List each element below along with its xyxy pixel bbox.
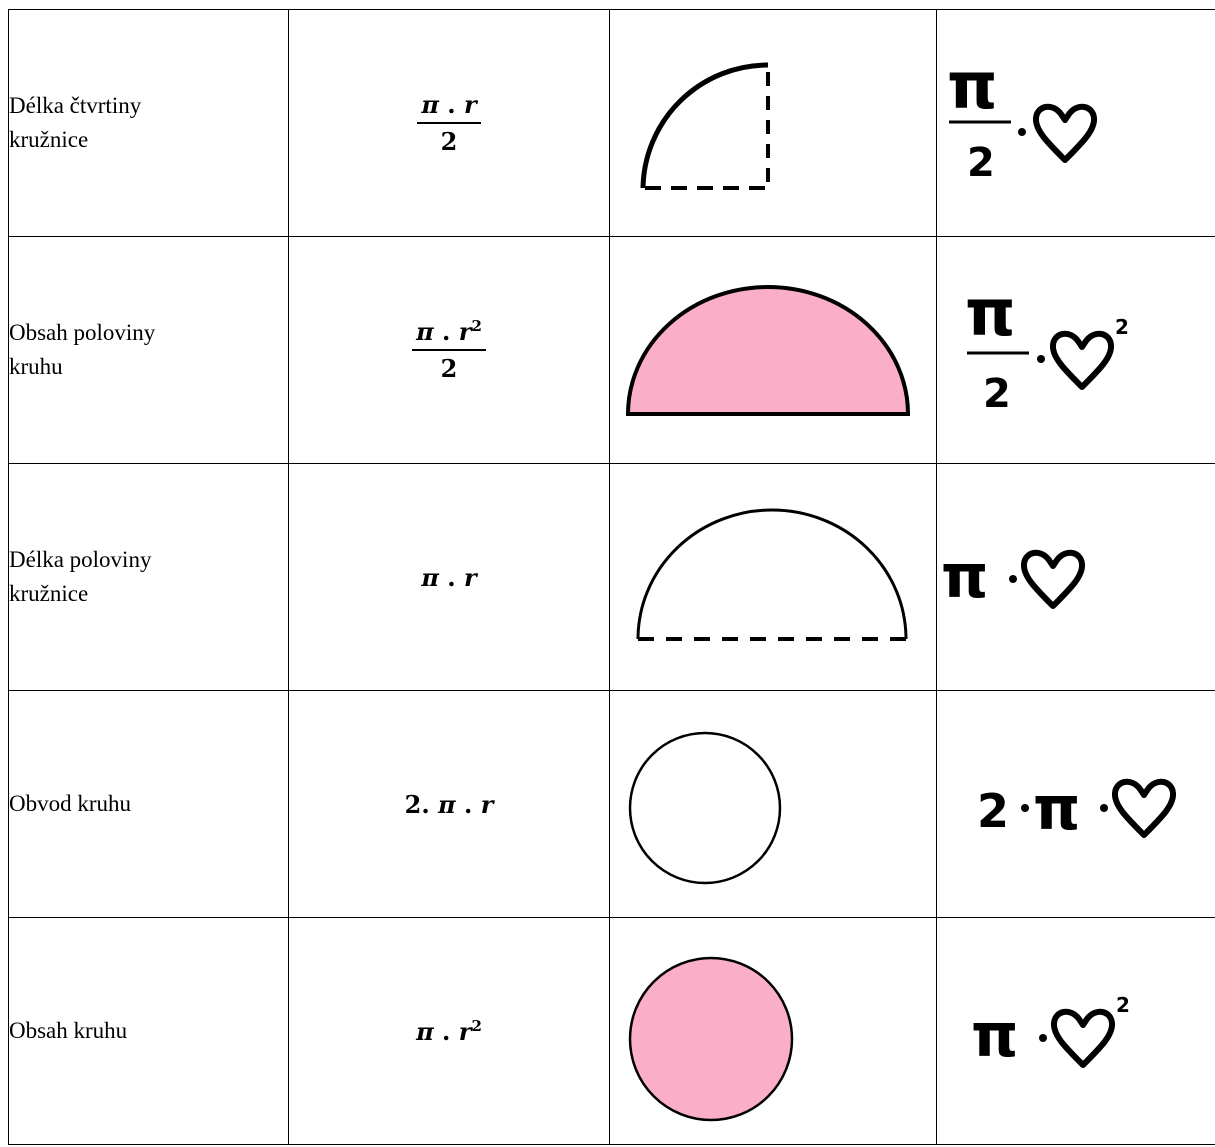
dot-operator bbox=[1039, 1034, 1047, 1042]
icon-cell bbox=[937, 237, 1215, 464]
label-cell bbox=[9, 10, 289, 237]
table-row bbox=[9, 464, 1215, 691]
formula-cell bbox=[289, 10, 610, 237]
table-row bbox=[9, 691, 1215, 918]
pi-symbol: π bbox=[421, 90, 439, 119]
heart-icon bbox=[1115, 782, 1173, 835]
r-variable: r bbox=[458, 1016, 472, 1046]
formula-cell bbox=[289, 691, 610, 918]
fraction bbox=[417, 90, 480, 156]
r-variable: r bbox=[464, 562, 477, 592]
label-cell bbox=[9, 237, 289, 464]
dot-operator: . bbox=[421, 789, 439, 819]
filled-circle-shape bbox=[610, 918, 936, 1144]
label-cell bbox=[9, 691, 289, 918]
heart-icon bbox=[1054, 1012, 1112, 1065]
label-line: Obvod kruhu bbox=[9, 791, 132, 816]
icon-formula bbox=[937, 10, 1207, 236]
fraction bbox=[412, 317, 486, 383]
dot-operator bbox=[1037, 355, 1045, 363]
shape-cell bbox=[610, 10, 937, 237]
heart-icon bbox=[1036, 107, 1094, 160]
denominator-glyph: 2 bbox=[967, 140, 995, 186]
table-row bbox=[9, 10, 1215, 237]
r-variable: r bbox=[464, 90, 477, 119]
icon-cell bbox=[937, 464, 1215, 691]
formula-table bbox=[8, 9, 1215, 1145]
pi-glyph: π bbox=[947, 50, 998, 124]
circle-outline-shape bbox=[610, 691, 936, 917]
shape-cell bbox=[610, 237, 937, 464]
formula-cell bbox=[289, 464, 610, 691]
pi-symbol: π bbox=[416, 1016, 434, 1046]
icon-cell bbox=[937, 691, 1215, 918]
icon-cell bbox=[937, 10, 1215, 237]
dot-operator: . bbox=[438, 90, 464, 119]
icon-cell bbox=[937, 918, 1215, 1145]
dot-operator: . bbox=[438, 562, 464, 592]
table-row bbox=[9, 237, 1215, 464]
label-cell bbox=[9, 464, 289, 691]
filled-half-disk-shape bbox=[610, 237, 936, 463]
label-line: Obsah kruhu bbox=[9, 1018, 128, 1043]
denominator: 2 bbox=[440, 354, 458, 383]
denominator: 2 bbox=[440, 127, 458, 156]
pi-glyph: π bbox=[941, 542, 989, 612]
dot-operator: . bbox=[455, 789, 481, 819]
r-variable: r bbox=[458, 317, 472, 346]
table-row bbox=[9, 918, 1215, 1145]
label-line: kružnice bbox=[9, 581, 89, 606]
pi-symbol: π bbox=[421, 562, 439, 592]
formula-cell bbox=[289, 237, 610, 464]
coefficient: 2 bbox=[404, 789, 422, 819]
shape-cell bbox=[610, 918, 937, 1145]
label-line: kružnice bbox=[9, 127, 89, 152]
exponent: 2 bbox=[471, 317, 482, 335]
formula-cell bbox=[289, 918, 610, 1145]
pi-symbol: π bbox=[416, 317, 434, 346]
quarter-arc-shape bbox=[610, 10, 936, 236]
icon-formula bbox=[937, 691, 1207, 917]
label-line: Délka poloviny bbox=[9, 547, 152, 572]
icon-formula bbox=[937, 918, 1207, 1144]
denominator-glyph: 2 bbox=[983, 371, 1011, 417]
dot-operator bbox=[1021, 804, 1029, 812]
icon-formula bbox=[937, 464, 1207, 690]
exponent-glyph: 2 bbox=[1116, 993, 1130, 1017]
pi-glyph: π bbox=[971, 1001, 1019, 1071]
label-line: Délka čtvrtiny bbox=[9, 93, 142, 118]
icon-formula bbox=[937, 237, 1207, 463]
label-cell bbox=[9, 918, 289, 1145]
dot-operator: . bbox=[433, 317, 459, 346]
pi-glyph: π bbox=[965, 277, 1016, 351]
shape-cell bbox=[610, 464, 937, 691]
dot-operator bbox=[1009, 575, 1017, 583]
pi-glyph: π bbox=[1033, 774, 1081, 844]
exponent-glyph: 2 bbox=[1115, 315, 1129, 339]
half-circle-arc-shape bbox=[610, 464, 936, 690]
dot-operator: . bbox=[433, 1016, 459, 1046]
label-line: Obsah poloviny bbox=[9, 320, 156, 345]
coefficient-glyph: 2 bbox=[977, 784, 1010, 838]
dot-operator bbox=[1100, 804, 1108, 812]
heart-icon bbox=[1053, 334, 1111, 387]
r-variable: r bbox=[480, 789, 494, 819]
exponent: 2 bbox=[471, 1016, 482, 1035]
heart-icon bbox=[1024, 553, 1082, 606]
pi-symbol: π bbox=[438, 789, 456, 819]
label-line: kruhu bbox=[9, 354, 63, 379]
shape-cell bbox=[610, 691, 937, 918]
dot-operator bbox=[1018, 128, 1026, 136]
